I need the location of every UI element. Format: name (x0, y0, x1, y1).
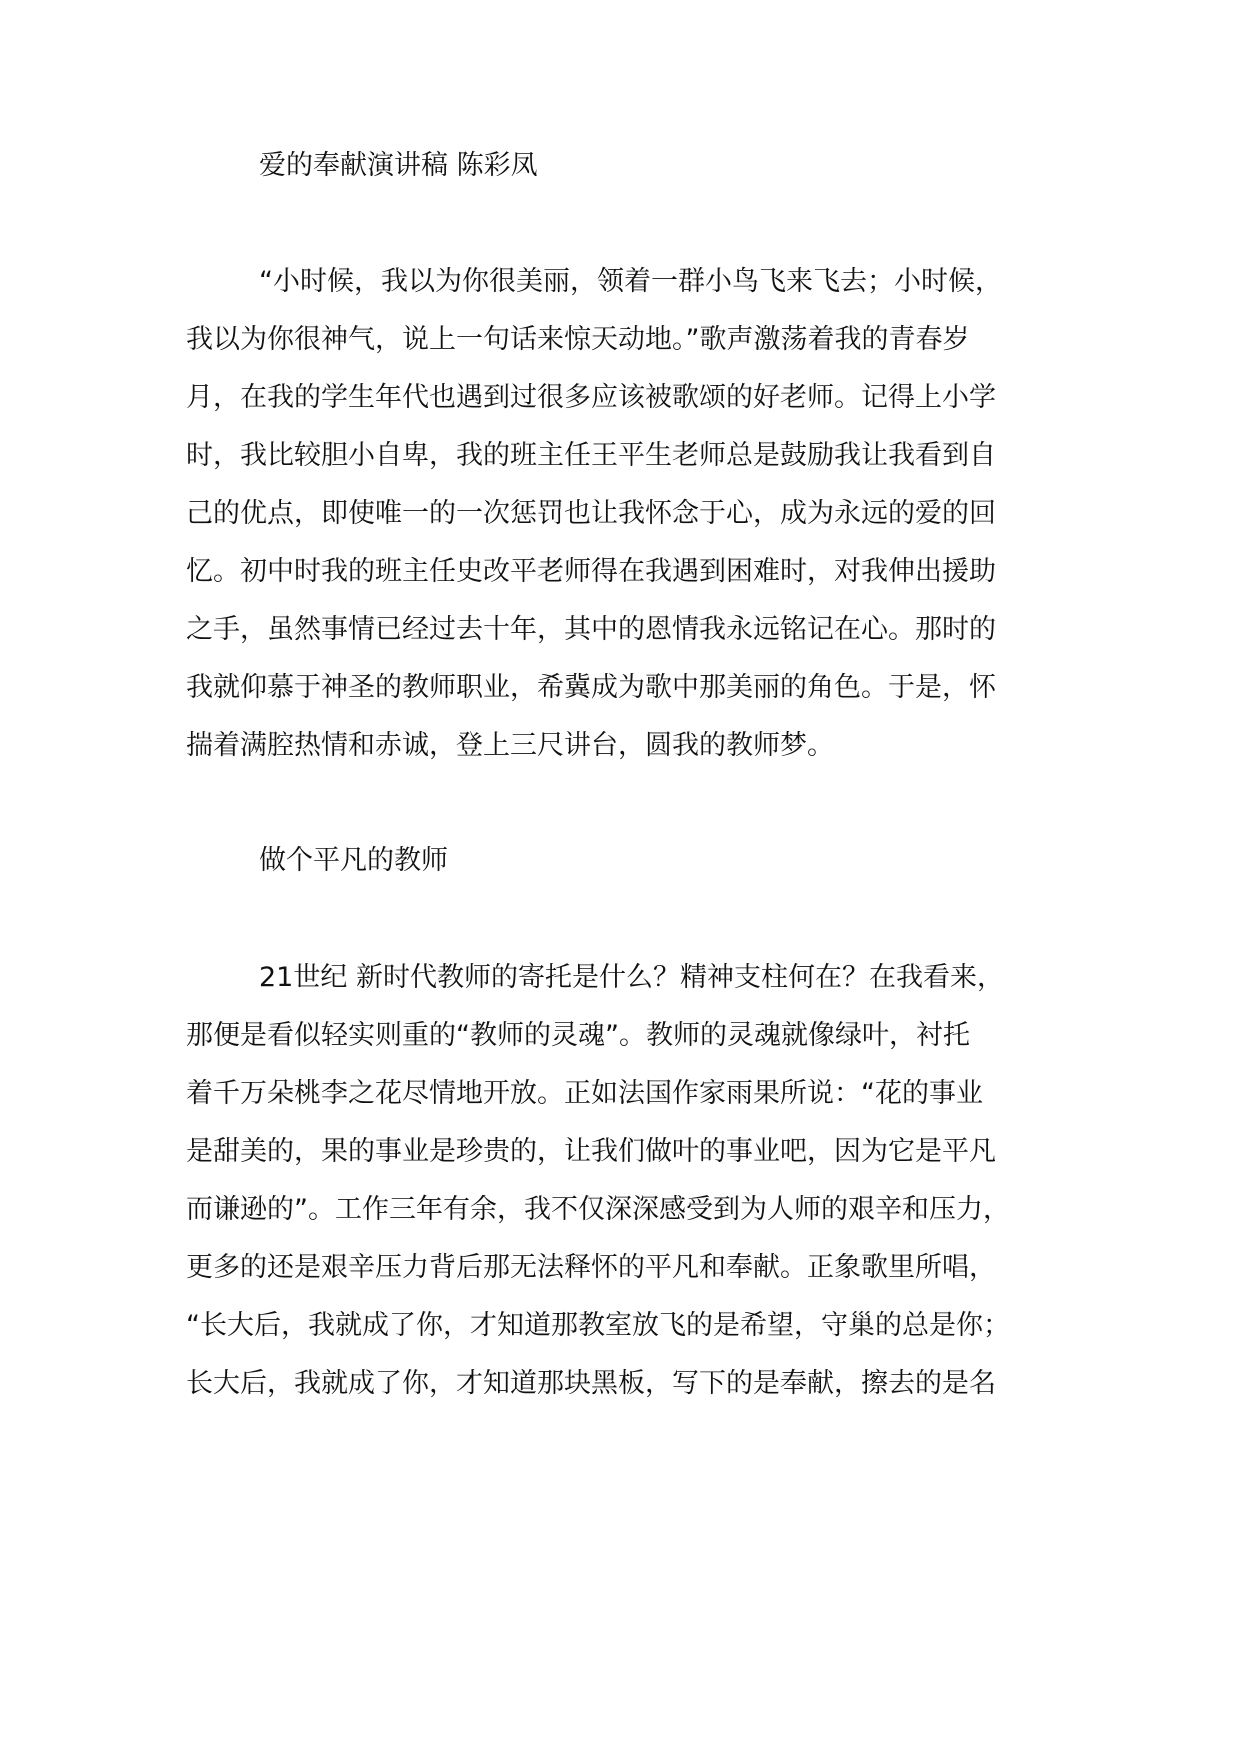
paragraph-line: 我就仰慕于神圣的教师职业，希冀成为歌中那美丽的角色。于是，怀 (186, 672, 996, 703)
paragraph-line: 长大后，我就成了你，才知道那块黑板，写下的是奉献，擦去的是名 (186, 1368, 996, 1399)
paragraph-line: 我以为你很神气，说上一句话来惊天动地。”歌声激荡着我的青春岁 (186, 324, 970, 355)
document-title: 爱的奉献演讲稿 陈彩凤 (259, 150, 538, 181)
section-heading: 做个平凡的教师 (259, 845, 448, 876)
paragraph-line: 而谦逊的”。工作三年有余，我不仅深深感受到为人师的艰辛和压力， (186, 1194, 1010, 1225)
paragraph-line: 更多的还是艰辛压力背后那无法释怀的平凡和奉献。正象歌里所唱， (186, 1252, 996, 1283)
paragraph-line: 着千万朵桃李之花尽情地开放。正如法国作家雨果所说：“花的事业 (186, 1078, 983, 1109)
paragraph-line: “小时候，我以为你很美丽，领着一群小鸟飞来飞去；小时候， (259, 266, 1002, 297)
paragraph-line: 揣着满腔热情和赤诚，登上三尺讲台，圆我的教师梦。 (186, 730, 834, 761)
paragraph-line: 之手，虽然事情已经过去十年，其中的恩情我永远铭记在心。那时的 (186, 614, 996, 645)
paragraph-line: “长大后，我就成了你，才知道那教室放飞的是希望，守巢的总是你； (186, 1310, 1010, 1341)
paragraph-line: 忆。初中时我的班主任史改平老师得在我遇到困难时，对我伸出援助 (186, 556, 996, 587)
paragraph-line: 己的优点，即使唯一的一次惩罚也让我怀念于心，成为永远的爱的回 (186, 498, 996, 529)
paragraph-line: 月，在我的学生年代也遇到过很多应该被歌颂的好老师。记得上小学 (186, 382, 996, 413)
paragraph-line: 那便是看似轻实则重的“教师的灵魂”。教师的灵魂就像绿叶，衬托 (186, 1020, 970, 1051)
paragraph-line: 21世纪 新时代教师的寄托是什么？精神支柱何在？在我看来， (259, 962, 1004, 993)
paragraph-line: 时，我比较胆小自卑，我的班主任王平生老师总是鼓励我让我看到自 (186, 440, 996, 471)
paragraph-line: 是甜美的，果的事业是珍贵的，让我们做叶的事业吧，因为它是平凡 (186, 1136, 996, 1167)
